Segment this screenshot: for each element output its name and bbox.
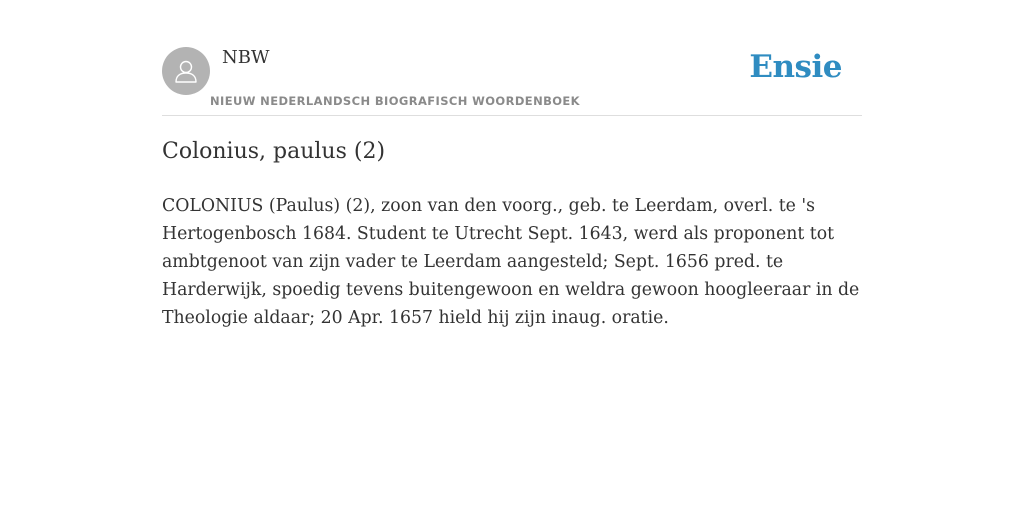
source-title[interactable]: NIEUW NEDERLANDSCH BIOGRAFISCH WOORDENBOEK	[210, 94, 580, 108]
page-title: Colonius, paulus (2)	[162, 139, 386, 164]
author-name[interactable]: NBW	[222, 47, 270, 68]
header-divider	[162, 115, 862, 116]
brand-logo[interactable]: Ensie	[749, 49, 842, 85]
avatar[interactable]	[162, 47, 210, 95]
user-icon	[171, 56, 201, 86]
article-body: COLONIUS (Paulus) (2), zoon van den voorg., geb. te Leerdam, overl. te 's Hertogenbosch 1684. Student te Utrecht Sept. 1643, werd als proponent tot ambtgenoot van zijn vader te Leerdam aangesteld; Sept. 1656 pred. te Harderwijk, spoedig tevens buitengewoon en weldra gewoon hoogleeraar in de Theologie aldaar; 20 Apr. 1657 hield hij zijn inaug. oratie.	[162, 196, 860, 328]
